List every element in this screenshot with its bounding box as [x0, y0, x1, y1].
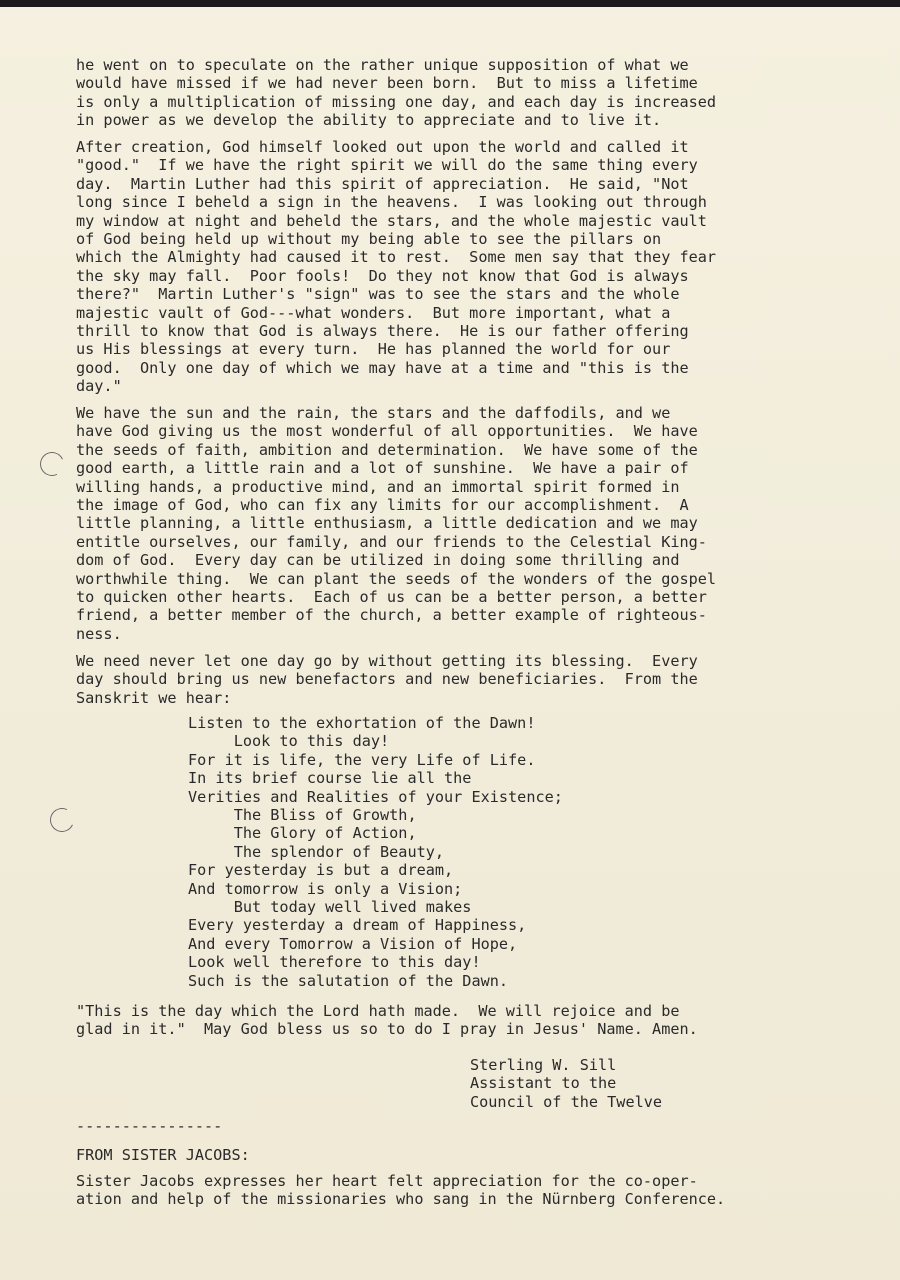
section-heading: FROM SISTER JACOBS:	[76, 1146, 250, 1164]
closing-prayer: "This is the day which the Lord hath made. We will rejoice and be glad in it." May God bless us so to do I pray in Jesus' Name. Amen.	[76, 1002, 698, 1039]
sanskrit-poem: Listen to the exhortation of the Dawn! Look to this day! For it is life, the very Life of Life. In its brief course lie all the Verities and Realities of your Existence; The Bliss of Growth, The Glory of Action, The splendor of Beauty, For yesterday is but a dream, And tomorrow is only a Vision; But today well lived makes Every yesterday a dream of Happiness, And every Tomorrow a Vision of Hope, Look well therefore to this day! Such is the salutation of the Dawn.	[188, 714, 563, 990]
top-edge-shadow	[0, 0, 900, 7]
punch-hole-mark	[37, 449, 68, 480]
signature-block: Sterling W. Sill Assistant to the Council of the Twelve	[470, 1056, 663, 1111]
paragraph-1: he went on to speculate on the rather unique supposition of what we would have missed if we had never been born. But to miss a lifetime is only a multiplication of missing one day, and each day is increased in power as we develop the ability to appreciate and to live it.	[76, 56, 717, 130]
paragraph-sanskrit-intro: We need never let one day go by without getting its blessing. Every day should bring us new benefactors and new beneficiaries. From the Sanskrit we hear:	[76, 652, 698, 707]
paragraph-sister-jacobs: Sister Jacobs expresses her heart felt appreciation for the co-oper- ation and help of the missionaries who sang in the Nürnberg Conference.	[76, 1172, 726, 1209]
paragraph-opportunities: We have the sun and the rain, the stars and the daffodils, and we have God giving us the most wonderful of all opportunities. We have the seeds of faith, ambition and determination. We have some of the good earth, a little rain and a lot of sunshine. We have a pair of willing hands, a productive mind, and an immortal spirit formed in the image of God, who can fix any limits for our accomplishment. A little planning, a little enthusiasm, a little dedication and we may entitle ourselves, our family, and our friends to the Celestial King- dom of God. Every day can be utilized in doing some thrilling and worthwhile thing. We can plant the seeds of the wonders of the gospel to quicken other hearts. Each of us can be a better person, a better friend, a better member of the church, a better example of righteous- ness.	[76, 404, 717, 643]
paragraph-martin-luther: After creation, God himself looked out upon the world and called it "good." If we have the right spirit we will do the same thing every day. Martin Luther had this spirit of appreciation. He said, "Not long since I beheld a sign in the heavens. I was looking out through my window at night and beheld the stars, and the whole majestic vault of God being held up without my being able to see the pillars on which the Almighty had caused it to rest. Some men say that they fear the sky may fall. Poor fools! Do they not know that God is always there?" Martin Luther's "sign" was to see the stars and the whole majestic vault of God---what wonders. But more important, what a thrill to know that God is always there. He is our father offering us His blessings at every turn. He has planned the world for our good. Only one day of which we may have at a time and "this is the day."	[76, 138, 717, 396]
separator-rule: ----------------	[76, 1117, 223, 1135]
punch-hole-mark	[47, 805, 78, 836]
